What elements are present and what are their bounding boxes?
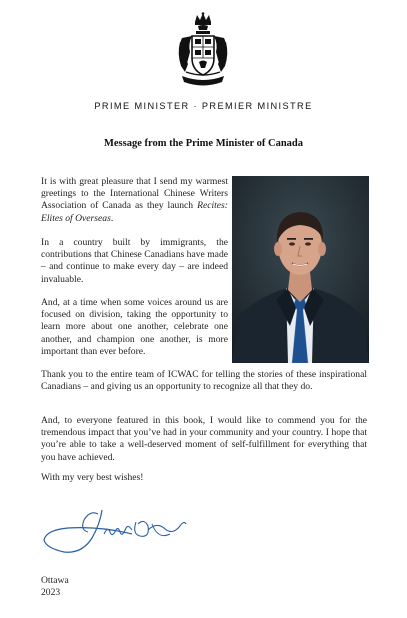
book-title: Recites: Elites of Overseas xyxy=(41,200,228,224)
paragraph-4: Thank you to the entire team of ICWAC for telling the stories of these inspirational Canadians – and giving us an opportunity to recognize all that they do. xyxy=(41,369,367,393)
year-line: 2023 xyxy=(41,587,61,598)
paragraph-5: And, to everyone featured in this book, I would like to commend you for the tremendous impact that you’ve had in your community and your country. I hope that you’re able to take a well-deserved moment of self-fulfillment for everything that you have achieved. xyxy=(41,415,367,463)
paragraph-3: And, at a time when some voices around us are focused on division, taking the opportunity to learn more about one another, celebrate one another, and champion one another, is more important than ever before. xyxy=(41,297,228,357)
portrait-image xyxy=(232,176,369,363)
paragraph-1-text: It is with great pleasure that I send my warmest greetings to the International Chinese Writers Association of Canada as they launch xyxy=(41,176,228,212)
royal-coat-of-arms-icon xyxy=(176,12,230,90)
letter-title: Message from the Prime Minister of Canada xyxy=(103,138,304,149)
prime-minister-portrait xyxy=(232,176,369,363)
paragraph-6: With my very best wishes! xyxy=(41,472,144,483)
office-header: PRIME MINISTER · PREMIER MINISTRE xyxy=(94,101,313,111)
place-line: Ottawa xyxy=(41,575,69,586)
paragraph-2: In a country built by immigrants, the contributions that Chinese Canadians have made – and continue to make every day – are indeed invaluable. xyxy=(41,237,228,285)
handwritten-signature xyxy=(40,500,190,562)
paragraph-1 xyxy=(41,176,228,225)
paragraph-1-end: . xyxy=(110,212,114,224)
